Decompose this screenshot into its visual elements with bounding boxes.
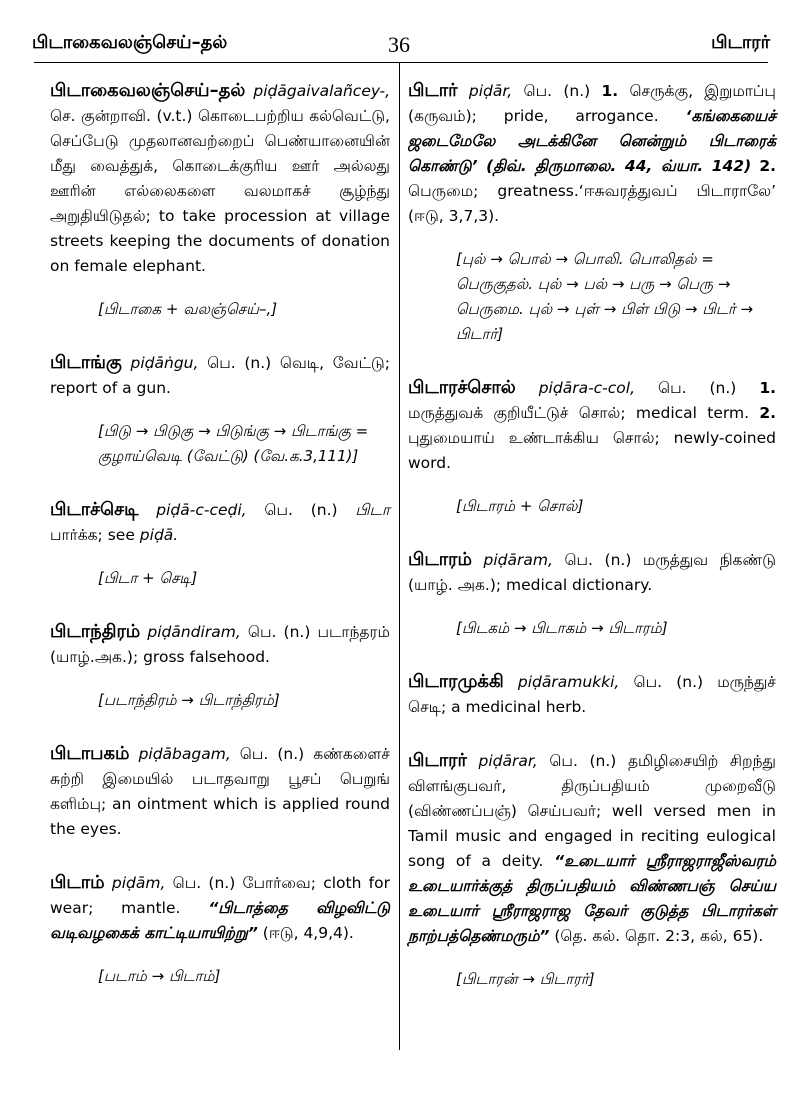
sense-number: 1. [759,379,776,397]
transliteration: piḍāndiram, [147,623,241,641]
etymology: [பிடாகை + வலஞ்செய்–,] [98,300,278,318]
definition: செருக்கு, இறுமாப்பு (கருவம்); pride, arrogance. [408,82,776,125]
entry-pidagaivalancey [50,78,390,279]
definition: பெ. (n.) போர்வை; cloth for wear; mantle. [50,874,390,917]
definition: பெ. (n.) மருந்துச் செடி; a medicinal herb. [408,673,777,716]
page-number: 36 [388,32,410,57]
definition: பெ. (n.) கண்களைச் சுற்றி இமையில் படாதவாறு பூசப் பெறுங் களிம்பு; an ointment which is applied round the eyes. [50,745,390,838]
definition: பெ. (n.) மருத்துவ நிகண்டு (யாழ். அக.); medical dictionary. [408,551,776,594]
transliteration: piḍār, [468,82,513,100]
column-divider [399,63,400,1050]
transliteration: piḍāramukki, [517,673,620,691]
etymology: [புல் → பொல் → பொலி. பொலிதல் = பெருகுதல். புல் → பல் → பரு → பெரு → பெருமை. புல் → புள் → பிள் பிடு → பிடர் → பிடார்] [456,250,754,343]
definition: பெ. (n.) வெடி, வேட்டு; report of a gun. [50,354,390,397]
headword: பிடாம் [50,872,105,893]
entry-pidaram [408,547,776,598]
transliteration: piḍāram, [483,551,553,569]
header-left-guide-word: பிடாகைவலஞ்செய்–தல் [32,32,228,53]
right-column [408,78,776,992]
etymology: [படாந்திரம் → பிடாந்திரம்] [98,691,280,709]
definition: பெ. (n.) படாந்தரம் (யாழ்.அக.); gross falsehood. [50,623,390,666]
header-right-guide-word: பிடாரர் [711,32,770,53]
headword: பிடாரம் [408,549,472,570]
citation: (ஈடு, 4,9,4). [262,924,354,942]
etymology: [பிடு → பிடுகு → பிடுங்கு → பிடாங்கு = குழாய்வெடி (வேட்டு) (வே.க.3,111)] [98,422,369,465]
etymology: [பிடாரன் → பிடாரர்] [456,970,595,988]
definition: புதுமையாய் உண்டாக்கிய சொல்; newly-coined word. [408,429,776,472]
header-rule [34,62,768,63]
definition: மருத்துவக் குறியீட்டுச் சொல்; medical term. [408,404,750,422]
transliteration: piḍābagam, [138,745,231,763]
etymology: [பிடா + செடி] [98,569,198,587]
headword: பிடாரச்சொல் [408,377,516,398]
headword: பிடார் [408,80,458,101]
entry-pidam [50,870,390,946]
etymology: [படாம் → பிடாம்] [98,967,221,985]
headword: பிடாந்திரம் [50,621,141,642]
quotation: ‘கங்கையைச் ஜடைமேலே அடக்கினே னென்றும் பிடாரைக் கொண்டு’ (திவ். திருமாலை. 44, வ்யா. 142) [408,107,776,175]
page-header [32,32,770,62]
cross-reference: பிடா [355,501,390,519]
transliteration: piḍāgaivalañcey-, [253,82,390,100]
entry-pidaramukki [408,669,776,720]
entry-pidarar [408,748,776,949]
sense-number: 2. [759,404,776,422]
quotation: “உடையார் ஸ்ரீராஜராஜீஸ்வரம் உடையார்க்குத் திருப்பதியம் விண்ணபஞ் செய்ய உடையார் ஸ்ரீராஜராஜ தேவர் குடுத்த பிடாரர்கள் நாற்பத்தெண்மரும்” [408,852,777,945]
headword: பிடாச்செடி [50,499,139,520]
part-of-speech: பெ. (n.) [264,501,338,519]
headword: பிடாரமுக்கி [408,671,504,692]
entry-pidandiram [50,619,390,670]
transliteration: piḍārar, [478,752,538,770]
entry-pidara-c-col [408,375,776,476]
headword: பிடாபகம் [50,743,130,764]
transliteration: piḍāra-c-col, [538,379,636,397]
left-column [50,78,390,989]
sense-number: 2. [759,157,776,175]
sense-number: 1. [601,82,619,100]
citation: (தெ. கல். தொ. 2:3, கல், 65). [554,927,764,945]
definition: செ. குன்றாவி. (v.t.) கொடைபற்றிய கல்வெட்டு, செப்பேடு முதலானவற்றைப் பெண்யானையின் மீது வைத்துக், கொடைக்குரிய ஊர் அல்லது ஊரின் எல்லைகளை வலமாகச் சூழ்ந்து அறுதியிடுதல்; to take procession at village streets keeping the documents of donation on female elephant. [50,107,390,275]
part-of-speech: பெ. (n.) [523,82,591,100]
entry-pida-c-cedi [50,497,390,548]
etymology: [பிடகம் → பிடாகம் → பிடாரம்] [456,619,668,637]
transliteration: piḍāṅgu, [130,354,199,372]
see-reference: piḍā. [139,526,179,544]
entry-pidar [408,78,776,229]
etymology: [பிடாரம் + சொல்] [456,497,584,515]
headword: பிடாங்கு [50,352,122,373]
part-of-speech: பெ. (n.) [658,379,737,397]
headword: பிடாகைவலஞ்செய்–தல் [50,80,246,101]
definition: பெருமை; greatness.‘ஈசுவரத்துவப் பிடாராலே’ (ஈடு, 3,7,3). [408,182,776,225]
entry-pidangu [50,350,390,401]
entry-pidabagam [50,741,390,842]
definition: பார்க்க; see [50,526,135,544]
definition: பெ. (n.) தமிழிசையிற் சிறந்து விளங்குபவர், திருப்பதியம் முறைவீடு (விண்ணப்பஞ்) செய்பவர்; well versed men in Tamil music and engaged in reciting eulogical song of a deity. [408,752,776,870]
transliteration: piḍā-c-ceḍi, [156,501,247,519]
headword: பிடாரர் [408,750,467,771]
transliteration: piḍām, [111,874,166,892]
quotation: “பிடாத்தை விழவிட்டு வடிவழகைக் காட்டியாயிற்று” [50,899,390,942]
